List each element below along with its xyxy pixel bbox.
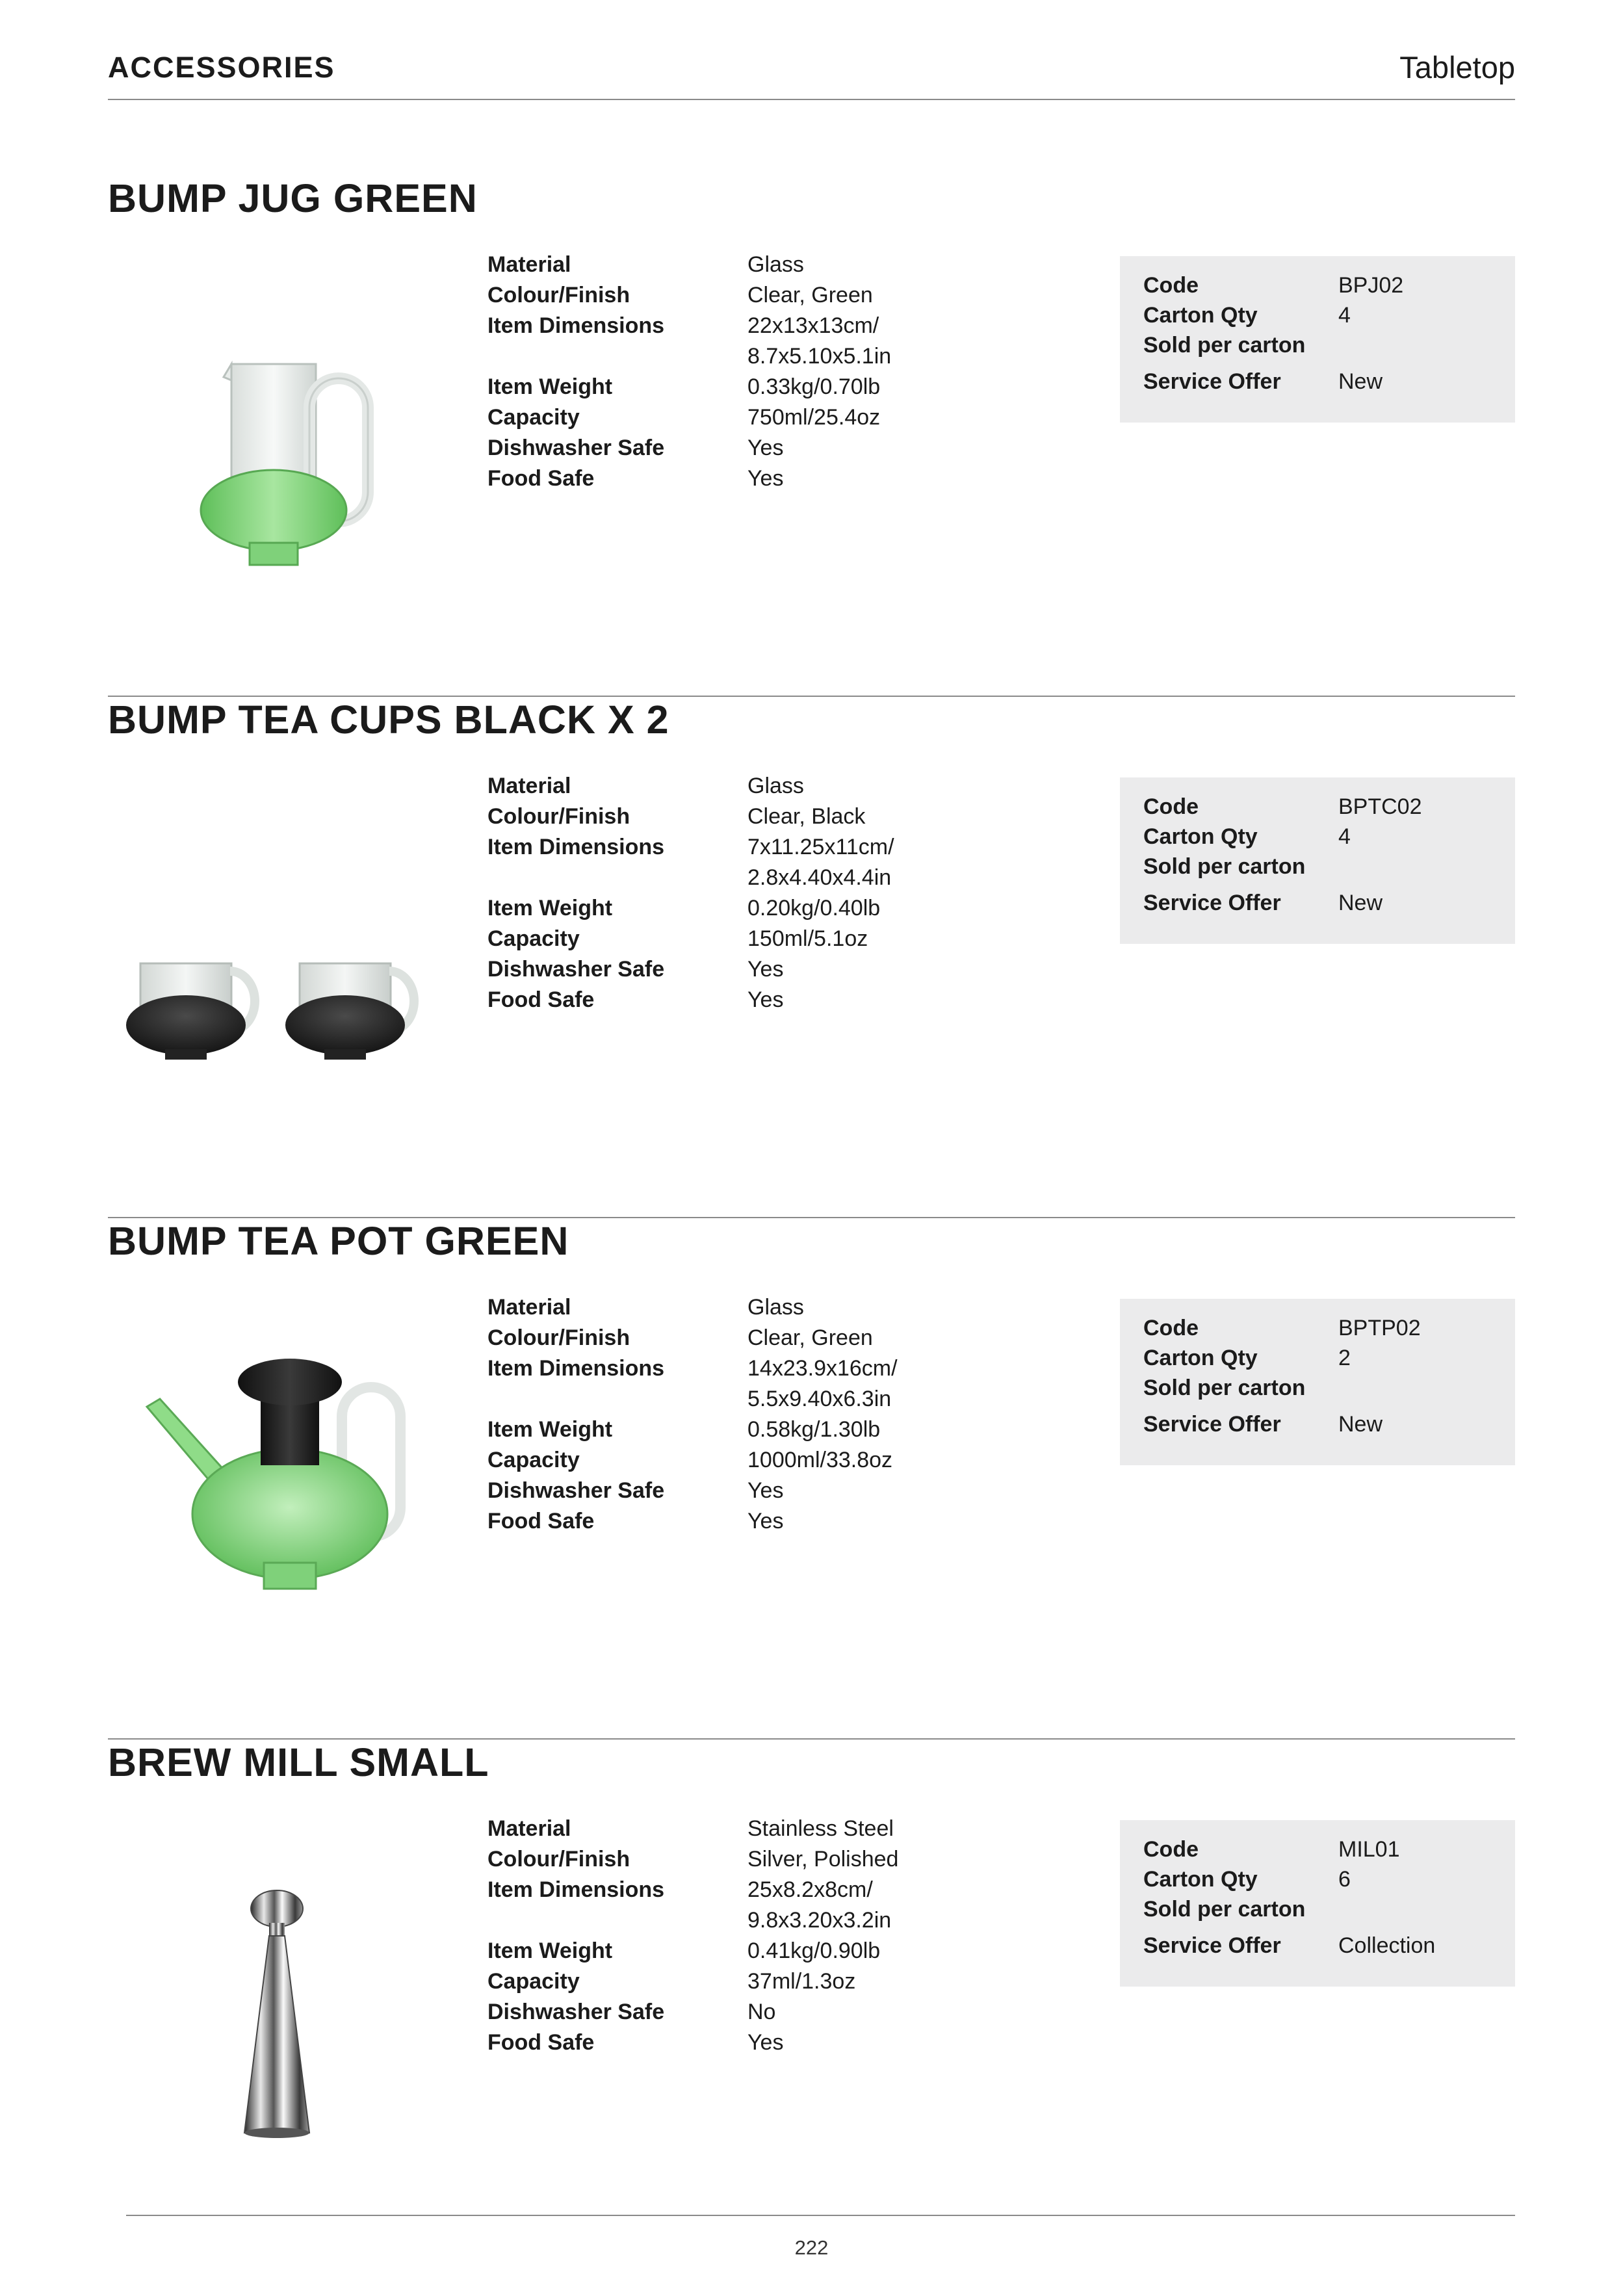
spec-row-colour: [487, 1323, 1007, 1353]
order-value-carton-qty: 4: [1338, 824, 1351, 849]
spec-value-weight: [747, 1936, 1007, 1966]
value-weight: 0.33kg/0.70lb: [747, 374, 881, 399]
value-colour: Clear, Black: [747, 804, 866, 829]
order-row-service-offer: [1143, 367, 1383, 397]
spec-label-material: Material: [487, 252, 571, 277]
product-block: [108, 1740, 1515, 2261]
section-heading: Tabletop: [1399, 50, 1515, 85]
spec-row-dimensions: [487, 1875, 1007, 1936]
spec-value-weight: [747, 372, 1007, 402]
spec-label-capacity: Capacity: [487, 1448, 580, 1472]
spec-label-material: Material: [487, 774, 571, 798]
order-label-sold-per-carton: Sold per carton: [1143, 854, 1306, 879]
mill-image: [121, 1844, 459, 2156]
spec-label-dishwasher: Dishwasher Safe: [487, 2000, 665, 2024]
order-value-service-offer: New: [1338, 369, 1383, 394]
value-dim-cm: 14x23.9x16cm/: [747, 1356, 898, 1381]
spec-row-colour: [487, 280, 1007, 311]
spec-row-weight: [487, 1415, 1007, 1445]
value-food: Yes: [747, 987, 784, 1012]
spec-row-dishwasher: [487, 954, 1007, 985]
spec-value-food: [747, 985, 1007, 1015]
order-row-code: [1143, 1313, 1421, 1343]
order-row-sold-per-carton: [1143, 1894, 1338, 1924]
spec-label-dimensions: Item Dimensions: [487, 1356, 665, 1381]
spec-label-dishwasher: Dishwasher Safe: [487, 957, 665, 982]
order-value-carton-qty: 2: [1338, 1346, 1351, 1370]
spec-label-dishwasher: Dishwasher Safe: [487, 1478, 665, 1503]
product-block: [108, 176, 1515, 697]
value-dim-cm: 22x13x13cm/: [747, 313, 879, 338]
value-capacity: 150ml/5.1oz: [747, 926, 868, 951]
value-food: Yes: [747, 466, 784, 491]
order-row-sold-per-carton: [1143, 330, 1338, 360]
order-row-code: [1143, 1834, 1400, 1864]
value-food: Yes: [747, 1509, 784, 1533]
spec-row-dimensions: [487, 1353, 1007, 1415]
value-dim-cm: 25x8.2x8cm/: [747, 1877, 873, 1902]
spec-label-weight: Item Weight: [487, 896, 613, 920]
spec-row-weight: [487, 893, 1007, 924]
spec-label-dimensions: Item Dimensions: [487, 1877, 665, 1902]
spec-row-capacity: [487, 1445, 1007, 1476]
spec-label-colour: Colour/Finish: [487, 283, 630, 307]
value-material: Glass: [747, 1295, 804, 1320]
spec-value-dishwasher: [747, 954, 1007, 985]
spec-value-capacity: [747, 402, 1007, 433]
order-value-service-offer: New: [1338, 891, 1383, 915]
spec-list: [487, 1814, 1007, 2058]
spec-row-dishwasher: [487, 1997, 1007, 2028]
order-row-code: [1143, 792, 1422, 822]
spec-value-dishwasher: [747, 433, 1007, 463]
spec-label-colour: Colour/Finish: [487, 1847, 630, 1872]
order-label-carton-qty: Carton Qty: [1143, 1867, 1258, 1892]
spec-label-capacity: Capacity: [487, 1969, 580, 1994]
spec-row-dimensions: [487, 832, 1007, 893]
order-value-code: BPTP02: [1338, 1316, 1421, 1340]
order-row-service-offer: [1143, 1931, 1435, 1961]
order-row-code: [1143, 270, 1403, 300]
spec-row-food: [487, 2028, 1007, 2058]
order-row-carton-qty: [1143, 300, 1351, 330]
spec-row-capacity: [487, 402, 1007, 433]
order-label-service-offer: Service Offer: [1143, 369, 1281, 394]
spec-label-weight: Item Weight: [487, 1417, 613, 1442]
spec-value-food: [747, 463, 1007, 494]
order-label-service-offer: Service Offer: [1143, 891, 1281, 915]
spec-label-capacity: Capacity: [487, 405, 580, 430]
spec-row-dimensions: [487, 311, 1007, 372]
spec-row-weight: [487, 1936, 1007, 1966]
spec-row-food: [487, 463, 1007, 494]
order-label-code: Code: [1143, 1316, 1199, 1340]
value-material: Glass: [747, 774, 804, 798]
order-label-sold-per-carton: Sold per carton: [1143, 1376, 1306, 1400]
spec-value-capacity: [747, 1445, 1007, 1476]
spec-value-material: [747, 1814, 1007, 1844]
order-label-carton-qty: Carton Qty: [1143, 1346, 1258, 1370]
value-dim-in: 9.8x3.20x3.2in: [747, 1908, 892, 1933]
spec-label-weight: Item Weight: [487, 1938, 613, 1963]
spec-row-dishwasher: [487, 433, 1007, 463]
value-food: Yes: [747, 2030, 784, 2055]
spec-row-colour: [487, 802, 1007, 832]
order-label-code: Code: [1143, 794, 1199, 819]
order-row-service-offer: [1143, 888, 1383, 918]
spec-row-food: [487, 1506, 1007, 1537]
product-block: [108, 697, 1515, 1218]
value-dim-in: 5.5x9.40x6.3in: [747, 1387, 892, 1411]
page-number: 222: [794, 2236, 829, 2259]
spec-value-dimensions: [747, 311, 1007, 372]
order-label-carton-qty: Carton Qty: [1143, 824, 1258, 849]
value-capacity: 1000ml/33.8oz: [747, 1448, 893, 1472]
spec-label-colour: Colour/Finish: [487, 1325, 630, 1350]
spec-label-dimensions: Item Dimensions: [487, 835, 665, 859]
order-row-carton-qty: [1143, 1343, 1351, 1373]
product-title: BUMP JUG GREEN: [108, 176, 478, 220]
value-dishwasher: Yes: [747, 436, 784, 460]
value-colour: Clear, Green: [747, 1325, 873, 1350]
value-colour: Clear, Green: [747, 283, 873, 307]
spec-value-material: [747, 1292, 1007, 1323]
spec-value-material: [747, 250, 1007, 280]
value-dishwasher: Yes: [747, 1478, 784, 1503]
order-row-carton-qty: [1143, 822, 1351, 852]
spec-value-capacity: [747, 1966, 1007, 1997]
spec-row-food: [487, 985, 1007, 1015]
spec-list: [487, 771, 1007, 1015]
spec-row-material: [487, 1814, 1007, 1844]
tea-cups-image: [121, 801, 459, 1113]
spec-label-food: Food Safe: [487, 2030, 595, 2055]
order-label-sold-per-carton: Sold per carton: [1143, 1897, 1306, 1922]
value-dishwasher: Yes: [747, 957, 784, 982]
order-row-sold-per-carton: [1143, 852, 1338, 881]
spec-value-colour: [747, 1844, 1007, 1875]
spec-value-colour: [747, 802, 1007, 832]
spec-row-dishwasher: [487, 1476, 1007, 1506]
order-row-service-offer: [1143, 1409, 1383, 1439]
order-row-carton-qty: [1143, 1864, 1351, 1894]
spec-label-colour: Colour/Finish: [487, 804, 630, 829]
value-dim-cm: 7x11.25x11cm/: [747, 835, 894, 859]
spec-row-capacity: [487, 924, 1007, 954]
spec-label-food: Food Safe: [487, 1509, 595, 1533]
order-label-carton-qty: Carton Qty: [1143, 303, 1258, 328]
footer-divider: [126, 2215, 1515, 2216]
value-weight: 0.41kg/0.90lb: [747, 1938, 881, 1963]
order-value-service-offer: Collection: [1338, 1933, 1436, 1958]
value-dim-in: 2.8x4.40x4.4in: [747, 865, 892, 890]
tea-pot-image: [121, 1322, 459, 1634]
product-title: BUMP TEA POT GREEN: [108, 1219, 569, 1263]
spec-label-weight: Item Weight: [487, 374, 613, 399]
spec-value-colour: [747, 280, 1007, 311]
value-dishwasher: No: [747, 2000, 776, 2024]
order-label-service-offer: Service Offer: [1143, 1412, 1281, 1437]
spec-value-capacity: [747, 924, 1007, 954]
value-capacity: 37ml/1.3oz: [747, 1969, 856, 1994]
value-material: Glass: [747, 252, 804, 277]
spec-label-dishwasher: Dishwasher Safe: [487, 436, 665, 460]
spec-label-material: Material: [487, 1816, 571, 1841]
product-title: BUMP TEA CUPS BLACK X 2: [108, 698, 669, 742]
order-label-sold-per-carton: Sold per carton: [1143, 333, 1306, 358]
spec-label-food: Food Safe: [487, 466, 595, 491]
spec-label-food: Food Safe: [487, 987, 595, 1012]
spec-value-colour: [747, 1323, 1007, 1353]
spec-value-dimensions: [747, 1353, 1007, 1415]
category-heading: ACCESSORIES: [108, 51, 335, 84]
spec-value-dimensions: [747, 1875, 1007, 1936]
order-label-code: Code: [1143, 273, 1199, 298]
spec-row-colour: [487, 1844, 1007, 1875]
product-title: BREW MILL SMALL: [108, 1740, 489, 1784]
spec-label-material: Material: [487, 1295, 571, 1320]
spec-value-food: [747, 1506, 1007, 1537]
order-info-panel: [1120, 1299, 1515, 1465]
spec-value-dishwasher: [747, 1997, 1007, 2028]
order-value-code: MIL01: [1338, 1837, 1400, 1862]
spec-row-weight: [487, 372, 1007, 402]
jug-image: [121, 280, 459, 592]
spec-list: [487, 250, 1007, 494]
spec-value-weight: [747, 893, 1007, 924]
order-value-carton-qty: 4: [1338, 303, 1351, 328]
spec-row-material: [487, 771, 1007, 802]
spec-row-capacity: [487, 1966, 1007, 1997]
value-weight: 0.58kg/1.30lb: [747, 1417, 881, 1442]
value-weight: 0.20kg/0.40lb: [747, 896, 881, 920]
order-info-panel: [1120, 777, 1515, 944]
product-block: [108, 1218, 1515, 1740]
spec-value-dishwasher: [747, 1476, 1007, 1506]
spec-list: [487, 1292, 1007, 1537]
value-colour: Silver, Polished: [747, 1847, 899, 1872]
header-divider: [108, 99, 1515, 100]
order-label-service-offer: Service Offer: [1143, 1933, 1281, 1958]
spec-row-material: [487, 1292, 1007, 1323]
spec-value-dimensions: [747, 832, 1007, 893]
spec-label-dimensions: Item Dimensions: [487, 313, 665, 338]
order-label-code: Code: [1143, 1837, 1199, 1862]
order-row-sold-per-carton: [1143, 1373, 1338, 1403]
spec-value-food: [747, 2028, 1007, 2058]
order-value-code: BPJ02: [1338, 273, 1404, 298]
spec-value-material: [747, 771, 1007, 802]
order-info-panel: [1120, 256, 1515, 423]
order-info-panel: [1120, 1820, 1515, 1987]
value-dim-in: 8.7x5.10x5.1in: [747, 344, 892, 369]
order-value-service-offer: New: [1338, 1412, 1383, 1437]
value-capacity: 750ml/25.4oz: [747, 405, 881, 430]
order-value-carton-qty: 6: [1338, 1867, 1351, 1892]
spec-value-weight: [747, 1415, 1007, 1445]
order-value-code: BPTC02: [1338, 794, 1422, 819]
spec-label-capacity: Capacity: [487, 926, 580, 951]
value-material: Stainless Steel: [747, 1816, 894, 1841]
spec-row-material: [487, 250, 1007, 280]
